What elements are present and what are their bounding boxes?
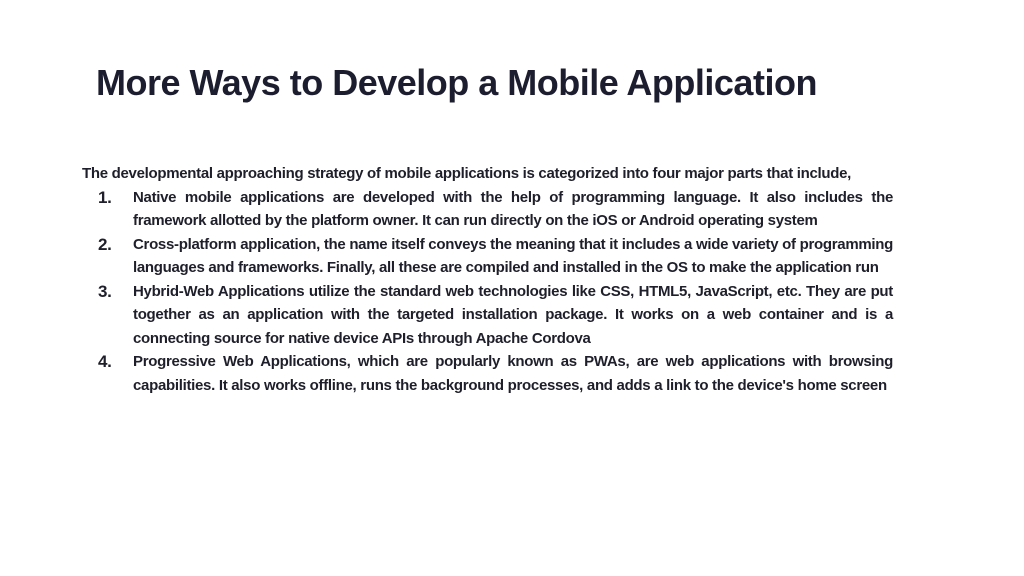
numbered-list: [82, 186, 893, 398]
list-item: [82, 350, 893, 397]
intro-paragraph: The developmental approaching strategy of mobile applications is categorized into four major parts that include,: [82, 165, 852, 182]
list-item-number: 4.: [98, 352, 112, 371]
list-item: [82, 280, 893, 351]
slide-title: More Ways to Develop a Mobile Application: [96, 62, 817, 103]
list-item-number: 3.: [98, 281, 112, 301]
list-item-text: Progressive Web Applications, which are popularly known as PWAs, are web applications with browsing capabilities. It also works offline, runs the background processes, and adds a link to the device's home screen: [133, 353, 893, 394]
list-item: [82, 186, 893, 233]
list-item-text: Native mobile applications are developed with the help of programming language. It also includes the framework allotted by the platform owner. It can run directly on the iOS or Android operating system: [133, 188, 893, 229]
list-item-text: Hybrid-Web Applications utilize the standard web technologies like CSS, HTML5, JavaScript, etc. They are put together as an application with the targeted installation package. It works on a web container and is a connecting source for native device APIs through Apache Cordova: [133, 282, 893, 347]
slide-body: [82, 162, 893, 397]
list-item: [82, 233, 893, 280]
list-item-text: Cross-platform application, the name itself conveys the meaning that it includes a wide variety of programming languages and frameworks. Finally, all these are compiled and installed in the OS to make the application run: [133, 235, 893, 276]
list-item-number: 1.: [98, 187, 112, 207]
list-item-number: 2.: [98, 234, 112, 254]
